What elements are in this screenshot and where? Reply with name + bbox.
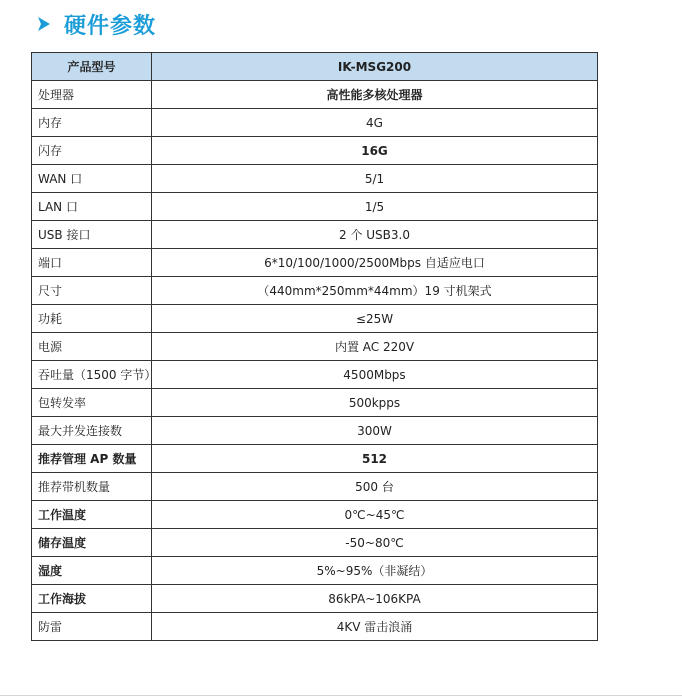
param-value-cell: 4500Mbps <box>152 361 598 389</box>
header-model: IK-MSG200 <box>152 53 598 81</box>
param-name-cell: LAN 口 <box>32 193 152 221</box>
table-row <box>32 445 598 473</box>
footer-divider <box>0 695 682 696</box>
table-row <box>32 305 598 333</box>
param-value-cell: 0℃~45℃ <box>152 501 598 529</box>
table-row <box>32 501 598 529</box>
param-value-cell: 16G <box>152 137 598 165</box>
param-value-cell: 500kpps <box>152 389 598 417</box>
table-row <box>32 193 598 221</box>
param-value-cell: 512 <box>152 445 598 473</box>
table-row <box>32 529 598 557</box>
param-value-cell: （440mm*250mm*44mm）19 寸机架式 <box>152 277 598 305</box>
param-name-cell: 湿度 <box>32 557 152 585</box>
param-name-cell: 内存 <box>32 109 152 137</box>
param-name-cell: 防雷 <box>32 613 152 641</box>
param-value-cell: 500 台 <box>152 473 598 501</box>
param-value-cell: -50~80℃ <box>152 529 598 557</box>
param-name-cell: 尺寸 <box>32 277 152 305</box>
param-name-cell: 储存温度 <box>32 529 152 557</box>
param-value-cell: 2 个 USB3.0 <box>152 221 598 249</box>
section-heading <box>36 8 156 40</box>
param-name-cell: 闪存 <box>32 137 152 165</box>
param-name-cell: 最大并发连接数 <box>32 417 152 445</box>
param-value-cell: 内置 AC 220V <box>152 333 598 361</box>
table-row <box>32 585 598 613</box>
param-value-cell: 4G <box>152 109 598 137</box>
table-row <box>32 249 598 277</box>
param-name-cell: 功耗 <box>32 305 152 333</box>
param-name-cell: 处理器 <box>32 81 152 109</box>
param-value-cell: 5/1 <box>152 165 598 193</box>
table-row <box>32 165 598 193</box>
param-value-cell: 86kPA~106KPA <box>152 585 598 613</box>
table-row <box>32 81 598 109</box>
section-title: 硬件参数 <box>64 13 157 39</box>
param-name-cell: USB 接口 <box>32 221 152 249</box>
param-value-cell: 300W <box>152 417 598 445</box>
table-row <box>32 109 598 137</box>
param-name-cell: 推荐管理 AP 数量 <box>32 445 152 473</box>
table-row <box>32 137 598 165</box>
table-row <box>32 389 598 417</box>
param-name-cell: WAN 口 <box>32 165 152 193</box>
table-row <box>32 557 598 585</box>
param-value-cell: 4KV 雷击浪涌 <box>152 613 598 641</box>
param-name-cell: 工作温度 <box>32 501 152 529</box>
param-value-cell: 1/5 <box>152 193 598 221</box>
param-name-cell: 包转发率 <box>32 389 152 417</box>
param-value-cell: ≤25W <box>152 305 598 333</box>
arrow-right-icon <box>36 14 52 34</box>
param-value-cell: 高性能多核处理器 <box>152 81 598 109</box>
param-name-cell: 端口 <box>32 249 152 277</box>
table-header-row <box>32 53 598 81</box>
spec-table <box>31 52 598 641</box>
param-name-cell: 工作海拔 <box>32 585 152 613</box>
table-row <box>32 361 598 389</box>
header-param: 产品型号 <box>32 53 152 81</box>
param-value-cell: 6*10/100/1000/2500Mbps 自适应电口 <box>152 249 598 277</box>
table-row <box>32 277 598 305</box>
table-row <box>32 613 598 641</box>
param-name-cell: 吞吐量（1500 字节） <box>32 361 152 389</box>
param-name-cell: 电源 <box>32 333 152 361</box>
param-value-cell: 5%~95%（非凝结） <box>152 557 598 585</box>
table-row <box>32 473 598 501</box>
table-row <box>32 221 598 249</box>
param-name-cell: 推荐带机数量 <box>32 473 152 501</box>
table-row <box>32 417 598 445</box>
table-body <box>32 81 598 641</box>
table-row <box>32 333 598 361</box>
